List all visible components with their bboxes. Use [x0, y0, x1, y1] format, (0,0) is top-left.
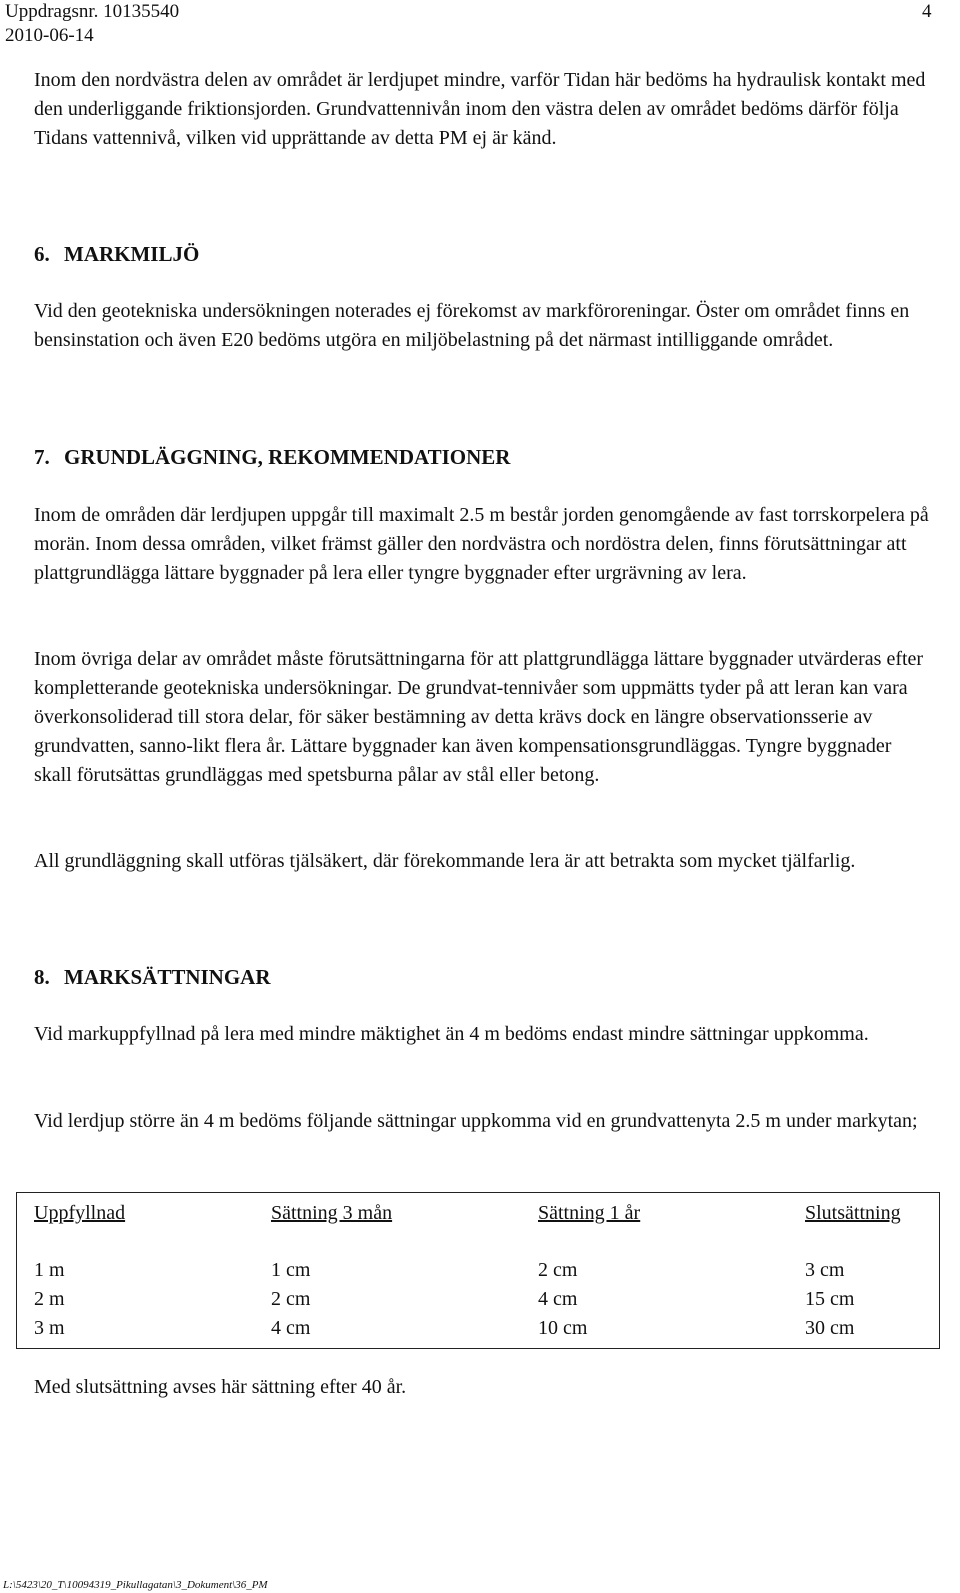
assignment-number: Uppdragsnr. 10135540	[5, 1, 180, 22]
table-cell: 1 m	[34, 1259, 65, 1281]
table-cell: 15 cm	[805, 1288, 855, 1310]
table-cell: 10 cm	[538, 1317, 588, 1339]
section-6-paragraph: Vid den geotekniska undersökningen noterades ej förekomst av markföroreningar. Öster om området finns en bensinstation och även E20 bedöms utgöra en miljöbelastning på det närmast intilliggande området.	[34, 300, 910, 351]
table-header-3-months: Sättning 3 mån	[271, 1202, 393, 1224]
settlement-table	[16, 1192, 940, 1349]
table-cell: 3 m	[34, 1317, 65, 1339]
section-8-title: MARKSÄTTNINGAR	[64, 965, 271, 989]
file-path-footer: L:\5423\20_T\10094319_Pikullagatan\3_Dokument\36_PM	[3, 1579, 268, 1591]
table-header-fill: Uppfyllnad	[34, 1202, 126, 1224]
table-header-final: Slutsättning	[805, 1202, 901, 1224]
page-header	[5, 0, 179, 48]
table-cell: 30 cm	[805, 1317, 855, 1339]
section-8-paragraph-2: Vid lerdjup större än 4 m bedöms följande sättningar uppkomma vid en grundvattenyta 2.5 m under markytan;	[34, 1110, 918, 1132]
section-7-number: 7.	[34, 445, 50, 469]
settlement-note: Med slutsättning avses här sättning efter 40 år.	[34, 1376, 407, 1398]
table-cell: 3 cm	[805, 1259, 845, 1281]
section-7-paragraph-3: All grundläggning skall utföras tjälsäkert, där förekommande lera är att betrakta som mycket tjälfarlig.	[34, 850, 856, 872]
section-8-heading	[34, 963, 271, 991]
section-7-paragraph-2: Inom övriga delar av området måste förutsättningarna för att plattgrundlägga lättare byggnader utvärderas efter kompletterande geotekniska undersökningar. De grundvat-tennivåer som uppmätts tyder på att leran kan vara överkonsoliderad till stora delar, för säker bestämning av detta krävs dock en längre observationsserie av grundvatten, sanno-likt flera år. Lättare byggnader kan även kompensationsgrundläggas. Tyngre byggnader skall förutsättas grundläggas med spetsburna pålar av stål eller betong.	[34, 648, 924, 786]
intro-paragraph: Inom den nordvästra delen av området är lerdjupet mindre, varför Tidan här bedöms ha hydraulisk kontakt med den underliggande friktionsjorden. Grundvattennivån inom den västra delen av området bedöms därför följa Tidans vattennivå, vilken vid upprättande av detta PM ej är känd.	[34, 69, 926, 149]
section-6-heading	[34, 240, 199, 268]
section-6-number: 6.	[34, 242, 50, 266]
page-number: 4	[922, 1, 932, 22]
table-cell: 2 cm	[538, 1259, 578, 1281]
document-date: 2010-06-14	[5, 25, 94, 46]
table-cell: 4 cm	[538, 1288, 578, 1310]
section-8-number: 8.	[34, 965, 50, 989]
section-8-paragraph-1: Vid markuppfyllnad på lera med mindre mäktighet än 4 m bedöms endast mindre sättningar uppkomma.	[34, 1023, 869, 1045]
section-7-paragraph-1: Inom de områden där lerdjupen uppgår till maximalt 2.5 m består jorden genomgående av fast torrskorpelera på morän. Inom dessa områden, vilket främst gäller den nordvästra och nordöstra delen, finns förutsättningar att plattgrundlägga lättare byggnader på lera eller tyngre byggnader efter urgrävning av lera.	[34, 504, 929, 584]
table-cell: 2 cm	[271, 1288, 311, 1310]
table-cell: 2 m	[34, 1288, 65, 1310]
section-7-heading	[34, 443, 510, 471]
table-cell: 4 cm	[271, 1317, 311, 1339]
section-7-title: GRUNDLÄGGNING, REKOMMENDATIONER	[64, 445, 511, 469]
table-cell: 1 cm	[271, 1259, 311, 1281]
section-6-title: MARKMILJÖ	[64, 242, 200, 266]
table-header-1-year: Sättning 1 år	[538, 1202, 641, 1224]
